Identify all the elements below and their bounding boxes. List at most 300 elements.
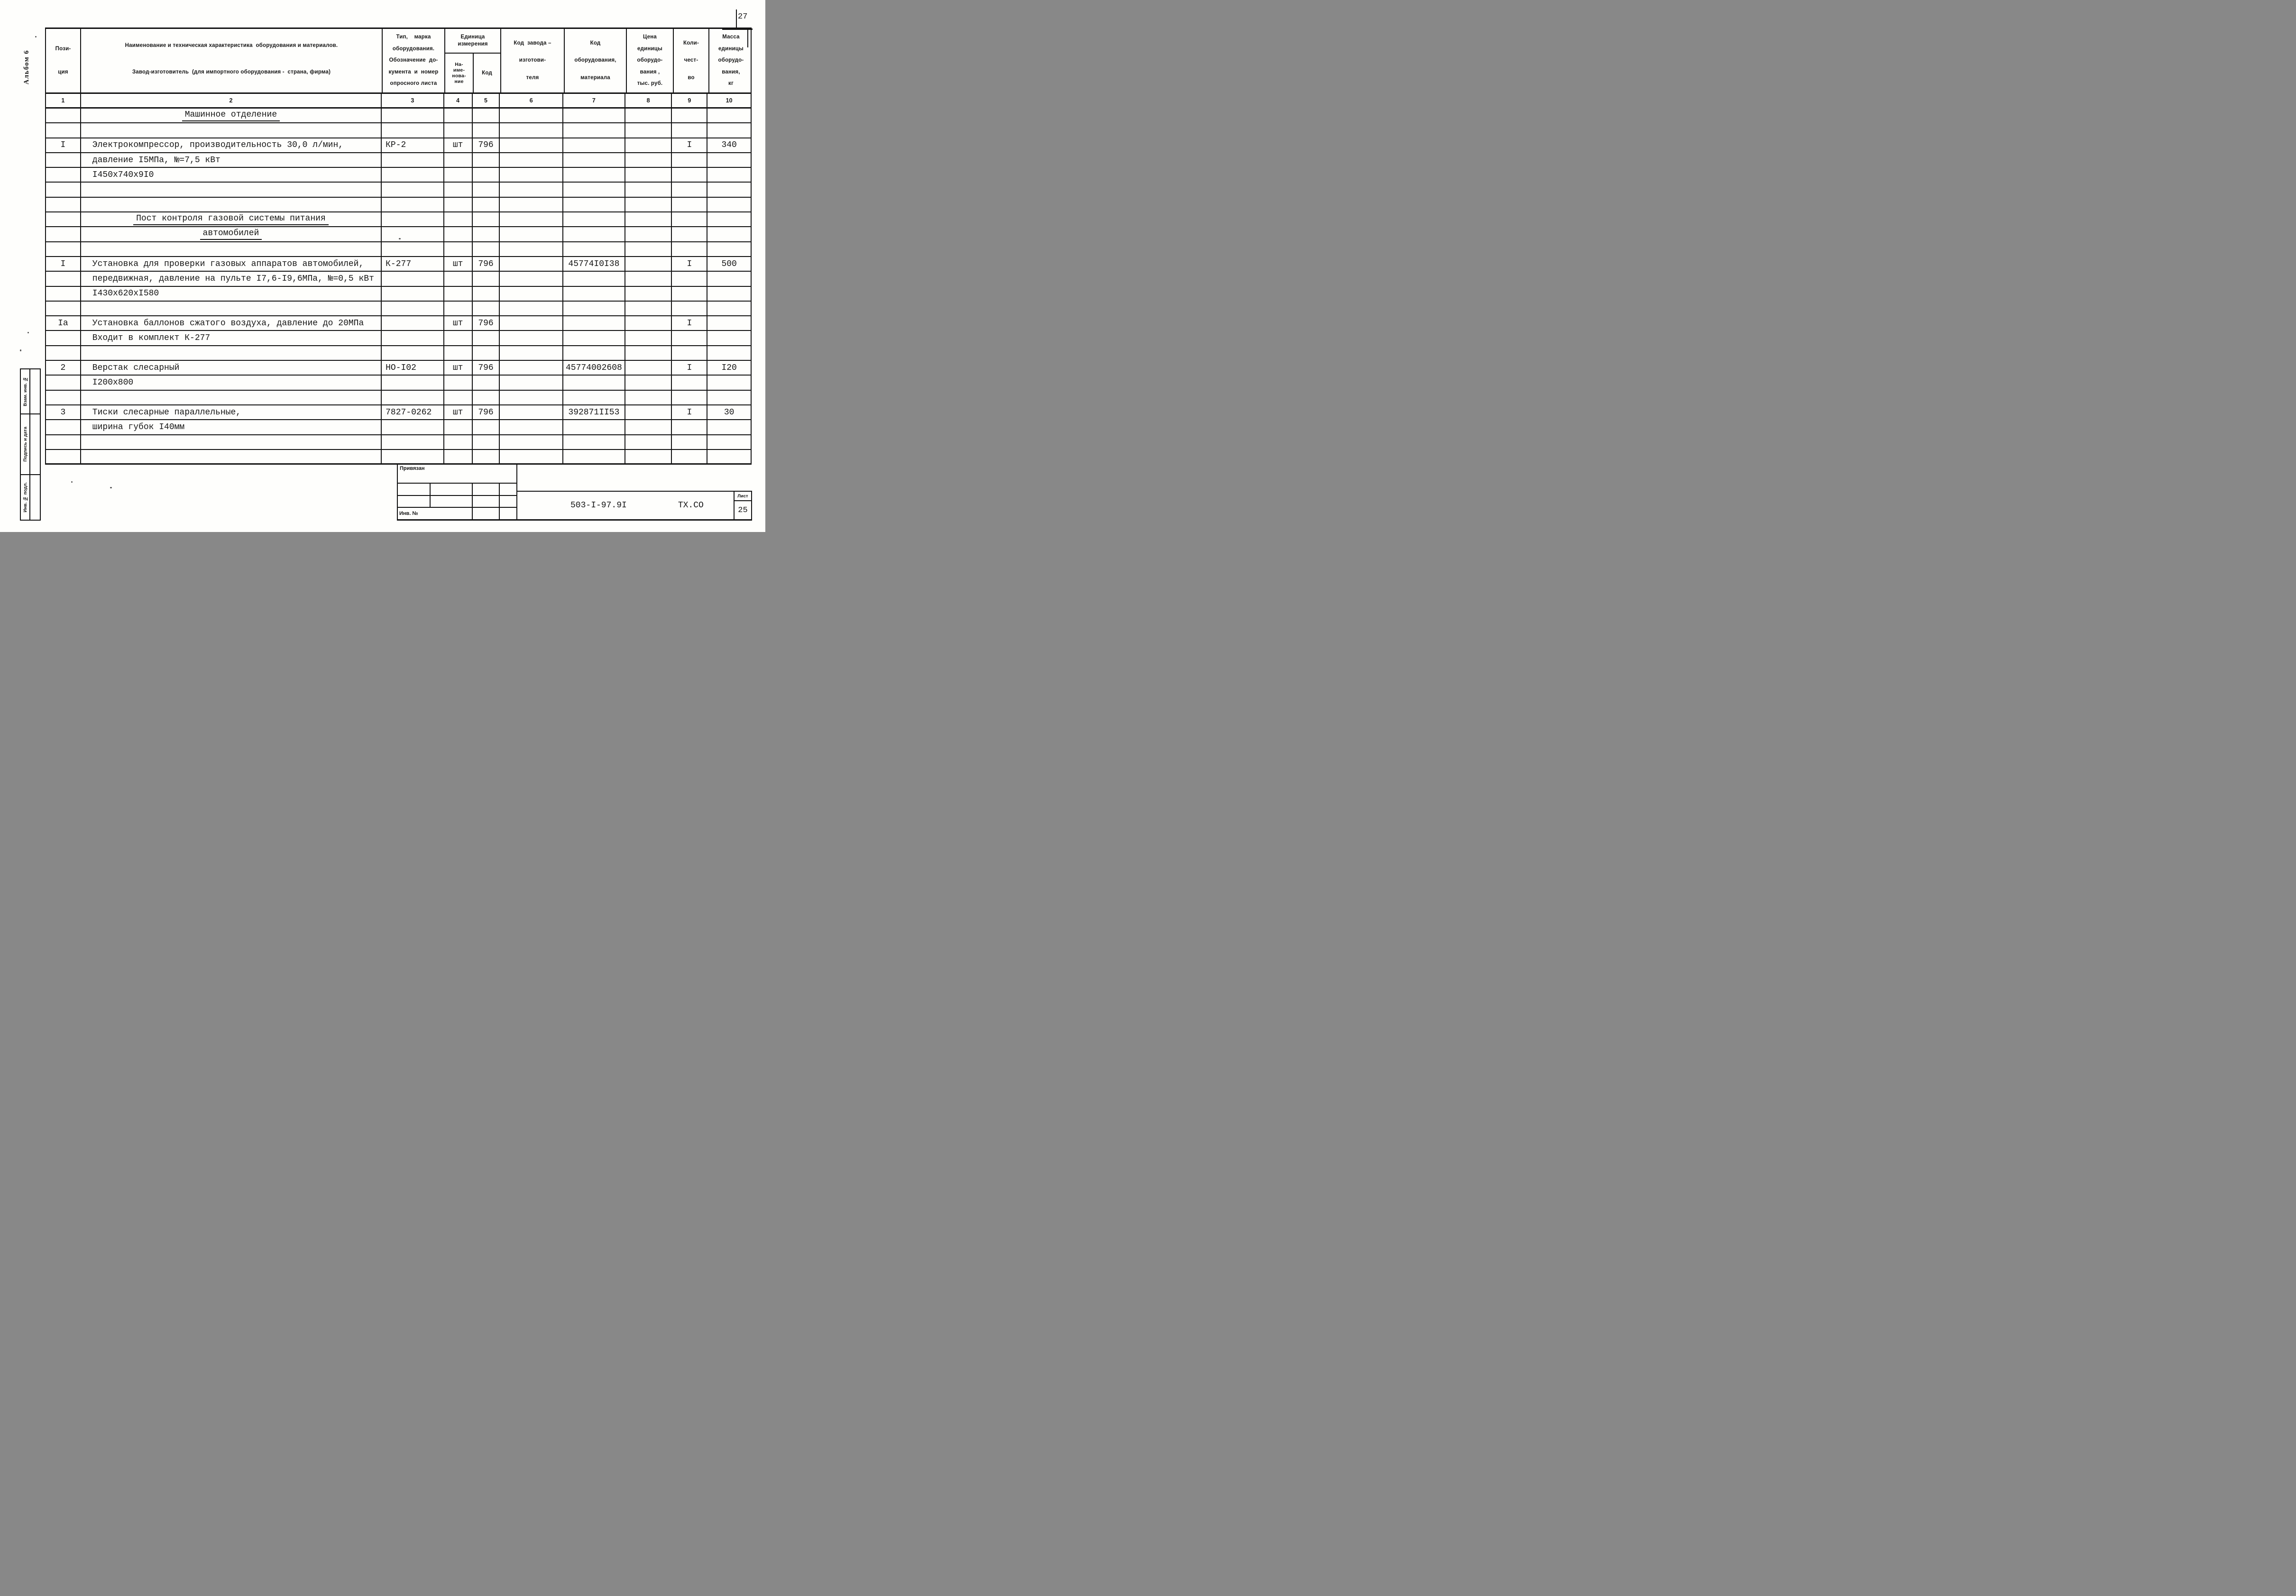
equip-code-cell — [562, 391, 625, 404]
equip-code-cell — [562, 435, 625, 449]
header-line: во — [688, 75, 695, 81]
name-cell — [80, 302, 381, 315]
pos-cell — [46, 212, 80, 226]
price-cell — [625, 138, 671, 152]
type-cell — [381, 242, 443, 256]
pos-cell — [46, 287, 80, 301]
price-cell — [625, 123, 671, 137]
table-row — [46, 346, 751, 361]
price-cell — [625, 420, 671, 434]
equip-code-cell — [562, 272, 625, 285]
name-cell: Тиски слесарные параллельные, — [80, 405, 381, 419]
type-cell — [381, 420, 443, 434]
type-cell — [381, 272, 443, 285]
privyazan-cell — [499, 496, 516, 507]
header-line: На- — [455, 61, 463, 67]
name-cell — [80, 346, 381, 360]
pos-cell — [46, 272, 80, 285]
header-line: единицы — [718, 46, 744, 52]
price-cell — [625, 153, 671, 167]
factory-code-cell — [499, 376, 562, 389]
unit-cell — [443, 346, 472, 360]
type-cell — [381, 212, 443, 226]
price-cell — [625, 331, 671, 345]
unit-cell — [443, 109, 472, 122]
title-block-main — [517, 492, 734, 519]
header-line: Коли- — [683, 40, 699, 46]
qty-cell — [671, 435, 707, 449]
privyazan-cell — [499, 484, 516, 495]
unit-code-cell — [472, 435, 499, 449]
column-number: 4 — [443, 94, 472, 107]
privyazan-cell — [430, 484, 472, 495]
factory-code-cell — [499, 331, 562, 345]
qty-cell — [671, 109, 707, 122]
header-equipment-code — [564, 29, 626, 92]
column-number: 9 — [671, 94, 707, 107]
equip-code-cell — [562, 123, 625, 137]
header-line: материала — [580, 75, 610, 81]
privyazan-row — [398, 496, 516, 508]
header-line: Тип, марка — [396, 34, 431, 40]
factory-code-cell — [499, 242, 562, 256]
sheet-number: 25 — [738, 505, 748, 515]
unit-code-cell — [472, 376, 499, 389]
name-cell — [80, 227, 381, 241]
unit-code-cell: 796 — [472, 257, 499, 271]
name-cell — [80, 183, 381, 196]
table-row — [46, 391, 751, 405]
equip-code-cell — [562, 168, 625, 182]
unit-code-cell — [472, 450, 499, 464]
price-cell — [625, 287, 671, 301]
pos-cell — [46, 331, 80, 345]
header-line: Код завода – — [514, 40, 551, 46]
name-cell — [80, 435, 381, 449]
unit-cell — [443, 123, 472, 137]
qty-cell — [671, 168, 707, 182]
unit-code-cell — [472, 242, 499, 256]
unit-code-cell — [472, 212, 499, 226]
table-row — [46, 287, 751, 302]
unit-cell — [443, 198, 472, 211]
table-row — [46, 212, 751, 227]
equip-code-cell — [562, 316, 625, 330]
name-cell — [80, 198, 381, 211]
album-label-text: Альбом 6 — [22, 50, 30, 85]
qty-cell — [671, 391, 707, 404]
column-number: 8 — [625, 94, 671, 107]
type-cell: КР-2 — [381, 138, 443, 152]
name-cell: Входит в комплект К-277 — [80, 331, 381, 345]
header-type-mark — [382, 29, 444, 92]
page-number: 27 — [738, 12, 748, 21]
privyazan-cell — [398, 484, 430, 495]
factory-code-cell — [499, 272, 562, 285]
mass-cell — [707, 302, 751, 315]
table-row — [46, 257, 751, 272]
strip-blank-cell — [30, 369, 40, 413]
header-unit-price — [626, 29, 673, 92]
price-cell — [625, 391, 671, 404]
strip-blank-cell — [30, 475, 40, 520]
name-cell — [80, 391, 381, 404]
privyazan-cell — [472, 496, 499, 507]
type-cell — [381, 450, 443, 464]
column-number: 6 — [499, 94, 562, 107]
price-cell — [625, 242, 671, 256]
factory-code-cell — [499, 346, 562, 360]
unit-code-cell — [472, 109, 499, 122]
strip-section — [21, 414, 40, 475]
qty-cell — [671, 302, 707, 315]
factory-code-cell — [499, 361, 562, 375]
unit-cell — [443, 168, 472, 182]
type-cell — [381, 346, 443, 360]
mass-cell — [707, 198, 751, 211]
strip-blank-cell — [30, 414, 40, 474]
type-cell — [381, 391, 443, 404]
table-row — [46, 138, 751, 153]
equipment-table — [45, 28, 752, 465]
unit-code-cell: 796 — [472, 405, 499, 419]
qty-cell: I — [671, 138, 707, 152]
scan-speck — [35, 36, 37, 37]
price-cell — [625, 198, 671, 211]
header-line: Наименование и техническая характеристика оборудования и материалов. — [125, 43, 338, 49]
strip-label — [21, 475, 30, 520]
pos-cell — [46, 435, 80, 449]
document-type: ТХ.СО — [678, 501, 704, 510]
header-unit-split — [445, 54, 500, 92]
pos-cell — [46, 123, 80, 137]
equip-code-cell — [562, 198, 625, 211]
price-cell — [625, 316, 671, 330]
factory-code-cell — [499, 302, 562, 315]
pos-cell: 3 — [60, 407, 66, 417]
factory-code-cell — [499, 212, 562, 226]
factory-code-cell — [499, 227, 562, 241]
mass-cell — [707, 227, 751, 241]
mass-cell — [707, 391, 751, 404]
table-row — [46, 242, 751, 257]
header-line: нова- — [452, 73, 466, 79]
equip-code-cell: 392871II53 — [562, 405, 625, 419]
inventory-number-label: Инв. № — [399, 511, 418, 517]
unit-code-cell — [472, 287, 499, 301]
mass-cell — [707, 168, 751, 182]
column-number: 7 — [562, 94, 625, 107]
table-row — [46, 302, 751, 316]
unit-cell — [443, 153, 472, 167]
pos-cell: I — [60, 259, 66, 269]
factory-code-cell — [499, 168, 562, 182]
type-cell: 7827-0262 — [381, 405, 443, 419]
type-cell — [381, 227, 443, 241]
header-unit-name — [445, 54, 474, 92]
mass-cell — [707, 109, 751, 122]
header-line: оборудо- — [718, 57, 744, 64]
strip-label-text: Подпись и дата — [22, 427, 28, 462]
name-cell: I430х620хI580 — [80, 287, 381, 301]
mass-cell — [707, 212, 751, 226]
unit-code-cell — [472, 331, 499, 345]
unit-cell: шт — [443, 361, 472, 375]
pos-cell — [46, 450, 80, 464]
equip-code-cell — [562, 153, 625, 167]
pos-cell — [46, 183, 80, 196]
unit-code-cell — [472, 346, 499, 360]
equip-code-cell: 45774I0I38 — [562, 257, 625, 271]
mass-cell — [707, 123, 751, 137]
privyazan-box — [397, 464, 517, 521]
type-cell — [381, 287, 443, 301]
corner-mark-line — [736, 9, 737, 29]
unit-code-cell — [472, 420, 499, 434]
name-cell: ширина губок I40мм — [80, 420, 381, 434]
mass-cell — [707, 331, 751, 345]
header-line: ние — [454, 79, 464, 85]
price-cell — [625, 212, 671, 226]
factory-code-cell — [499, 198, 562, 211]
header-position — [46, 29, 80, 92]
type-cell — [381, 109, 443, 122]
mass-cell — [707, 183, 751, 196]
unit-cell — [443, 242, 472, 256]
mass-cell — [707, 435, 751, 449]
header-unit-group — [444, 29, 500, 92]
column-number: 5 — [472, 94, 499, 107]
unit-cell — [443, 212, 472, 226]
mass-cell — [707, 287, 751, 301]
equip-code-cell — [562, 227, 625, 241]
price-cell — [625, 376, 671, 389]
factory-code-cell — [499, 257, 562, 271]
mass-cell — [707, 346, 751, 360]
header-line: оборудо- — [637, 57, 663, 64]
price-cell — [625, 109, 671, 122]
qty-cell — [671, 376, 707, 389]
header-line: Завод-изготовитель (для импортного оборудования - страна, фирма) — [132, 69, 331, 75]
price-cell — [625, 302, 671, 315]
table-row — [46, 153, 751, 168]
qty-cell — [671, 420, 707, 434]
qty-cell — [671, 198, 707, 211]
unit-code-cell: 796 — [472, 138, 499, 152]
header-line: Масса — [722, 34, 740, 40]
unit-cell: шт — [443, 257, 472, 271]
header-line: вания, — [722, 69, 740, 75]
qty-cell — [671, 272, 707, 285]
header-line: измерения — [458, 41, 488, 47]
pos-cell: 2 — [60, 363, 66, 373]
header-line: чест- — [684, 57, 698, 64]
unit-cell — [443, 287, 472, 301]
pos-cell — [46, 109, 80, 122]
unit-cell — [443, 227, 472, 241]
qty-cell: I — [671, 316, 707, 330]
factory-code-cell — [499, 450, 562, 464]
table-row — [46, 376, 751, 390]
name-cell — [80, 450, 381, 464]
privyazan-cell — [499, 508, 516, 519]
factory-code-cell — [499, 405, 562, 419]
unit-code-cell — [472, 153, 499, 167]
privyazan-label: Привязан — [398, 465, 516, 484]
mass-cell — [707, 316, 751, 330]
type-cell — [381, 183, 443, 196]
name-cell — [80, 242, 381, 256]
price-cell — [625, 450, 671, 464]
strip-section — [21, 475, 40, 520]
qty-cell: I — [671, 361, 707, 375]
factory-code-cell — [499, 153, 562, 167]
unit-cell — [443, 302, 472, 315]
factory-code-cell — [499, 287, 562, 301]
pos-cell — [46, 153, 80, 167]
table-row — [46, 123, 751, 138]
table-row — [46, 168, 751, 183]
name-cell: I200х800 — [80, 376, 381, 389]
header-unit-mass — [708, 29, 753, 92]
pos-cell — [46, 168, 80, 182]
qty-cell — [671, 331, 707, 345]
header-name — [80, 29, 382, 92]
equip-code-cell — [562, 302, 625, 315]
equip-code-cell — [562, 212, 625, 226]
header-line: име- — [453, 67, 465, 73]
type-cell — [381, 376, 443, 389]
price-cell — [625, 183, 671, 196]
table-header — [46, 29, 751, 94]
mass-cell: 30 — [707, 405, 751, 419]
qty-cell — [671, 212, 707, 226]
mass-cell: 500 — [707, 257, 751, 271]
mass-cell — [707, 450, 751, 464]
type-cell — [381, 153, 443, 167]
type-cell: НО-I02 — [381, 361, 443, 375]
header-line: оборудования, — [574, 57, 616, 64]
name-cell: Установка для проверки газовых аппаратов автомобилей, — [80, 257, 381, 271]
privyazan-cell — [430, 496, 472, 507]
unit-code-cell — [472, 198, 499, 211]
price-cell — [625, 361, 671, 375]
type-cell — [381, 316, 443, 330]
scan-speck — [28, 332, 29, 333]
equip-code-cell — [562, 420, 625, 434]
album-label — [19, 42, 34, 93]
unit-cell — [443, 376, 472, 389]
name-cell: давление I5МПа, №=7,5 кВт — [80, 153, 381, 167]
table-row — [46, 198, 751, 212]
unit-code-cell — [472, 183, 499, 196]
unit-cell — [443, 391, 472, 404]
unit-cell: шт — [443, 316, 472, 330]
factory-code-cell — [499, 420, 562, 434]
pos-cell — [46, 198, 80, 211]
header-line: Единица — [460, 34, 485, 40]
pos-cell — [46, 242, 80, 256]
price-cell — [625, 405, 671, 419]
table-row — [46, 227, 751, 242]
pos-cell — [46, 227, 80, 241]
factory-code-cell — [499, 183, 562, 196]
header-line: Цена — [643, 34, 657, 40]
pos-cell — [46, 391, 80, 404]
pos-cell — [46, 302, 80, 315]
price-cell — [625, 257, 671, 271]
pos-cell — [46, 346, 80, 360]
qty-cell — [671, 242, 707, 256]
unit-cell — [443, 450, 472, 464]
pos-cell: Iа — [58, 318, 68, 328]
qty-cell — [671, 450, 707, 464]
header-line: единицы — [637, 46, 663, 52]
column-number: 2 — [80, 94, 381, 107]
unit-code-cell — [472, 302, 499, 315]
mass-cell — [707, 242, 751, 256]
table-row — [46, 272, 751, 286]
unit-code-cell — [472, 391, 499, 404]
name-cell: I450х740х9I0 — [80, 168, 381, 182]
mass-cell — [707, 376, 751, 389]
factory-code-cell — [499, 316, 562, 330]
mass-cell: I20 — [707, 361, 751, 375]
unit-cell — [443, 183, 472, 196]
privyazan-cell — [472, 508, 499, 519]
sheet-column — [734, 492, 751, 519]
type-cell — [381, 331, 443, 345]
header-line: опросного листа — [390, 81, 437, 87]
unit-code-cell — [472, 123, 499, 137]
strip-label — [21, 414, 30, 474]
header-line: Пози- — [55, 46, 71, 52]
pos-cell: I — [60, 140, 66, 150]
equip-code-cell — [562, 376, 625, 389]
sheet-label: Лист — [735, 492, 751, 501]
document-code: 503-I-97.9I — [570, 501, 627, 510]
equip-code-cell — [562, 109, 625, 122]
qty-cell — [671, 153, 707, 167]
column-number: 1 — [61, 97, 65, 104]
factory-code-cell — [499, 435, 562, 449]
section-heading: автомобилей — [200, 229, 262, 240]
column-numbers-row — [46, 94, 751, 109]
qty-cell — [671, 346, 707, 360]
table-body — [46, 109, 751, 464]
type-cell — [381, 302, 443, 315]
table-row — [46, 361, 751, 376]
strip-label-text: Взам. инв. № — [22, 376, 28, 406]
equip-code-cell — [562, 242, 625, 256]
type-cell — [381, 168, 443, 182]
unit-code-cell — [472, 272, 499, 285]
factory-code-cell — [499, 391, 562, 404]
unit-cell — [443, 272, 472, 285]
strip-label — [21, 369, 30, 413]
privyazan-row — [398, 508, 516, 519]
header-line: Код — [590, 40, 601, 46]
column-number: 3 — [381, 94, 443, 107]
equip-code-cell — [562, 183, 625, 196]
table-row — [46, 435, 751, 450]
title-block — [517, 491, 752, 521]
mass-cell — [707, 272, 751, 285]
table-row — [46, 331, 751, 346]
mass-cell — [707, 153, 751, 167]
name-cell: Электрокомпрессор, производительность 30,0 л/мин, — [80, 138, 381, 152]
unit-cell — [443, 331, 472, 345]
